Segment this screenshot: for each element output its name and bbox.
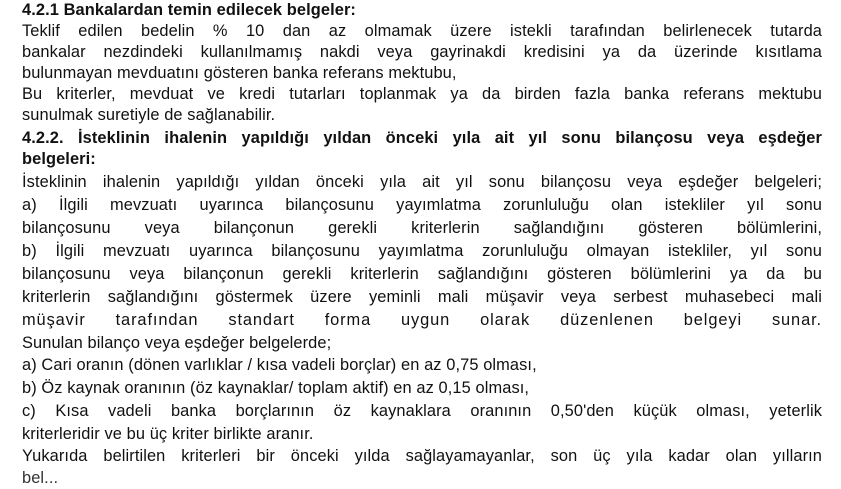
paragraph-line-cut: bel... <box>22 469 59 487</box>
paragraph-line: Yukarıda belirtilen kriterleri bir önceki yılda sağlayamayanlar, son üç yıla kadar olan yılların <box>22 447 822 465</box>
list-item-c: c) Kısa vadeli banka borçlarının öz kaynaklara oranının 0,50'den küçük olması, yeterlik <box>22 402 822 420</box>
section-heading-4-2-2-cont: belgeleri: <box>22 150 96 168</box>
list-item-a: a) Cari oranın (dönen varlıklar / kısa vadeli borçlar) en az 0,75 olması, <box>22 356 537 374</box>
paragraph-line: Sunulan bilanço veya eşdeğer belgelerde; <box>22 334 332 352</box>
paragraph-line: müşavir tarafından standart forma uygun olarak düzenlenen belgeyi sunar. <box>22 311 822 329</box>
paragraph-line: a) İlgili mevzuatı uyarınca bilançosunu yayımlatma zorunluluğu olan istekliler yıl sonu <box>22 196 822 214</box>
paragraph-line: kriterlerin sağlandığını göstermek üzere yeminli mali müşavir veya serbest muhasebeci mali <box>22 288 822 306</box>
paragraph-line: bulunmayan mevduatını gösteren banka referans mektubu, <box>22 64 457 82</box>
paragraph-line: Bu kriterler, mevduat ve kredi tutarları toplanmak ya da birden fazla banka referans mektubu <box>22 85 822 103</box>
section-heading-4-2-1: 4.2.1 Bankalardan temin edilecek belgeler: <box>22 1 356 19</box>
paragraph-line: Teklif edilen bedelin % 10 dan az olmamak üzere istekli tarafından belirlenecek tutarda <box>22 22 822 40</box>
section-heading-4-2-2: 4.2.2. İsteklinin ihalenin yapıldığı yıldan önceki yıla ait yıl sonu bilançosu veya eşdeğer <box>22 129 822 147</box>
paragraph-line: kriterleridir ve bu üç kriter birlikte aranır. <box>22 425 314 443</box>
list-item-b: b) Öz kaynak oranının (öz kaynaklar/ toplam aktif) en az 0,15 olması, <box>22 379 530 397</box>
paragraph-line: b) İlgili mevzuatı uyarınca bilançosunu yayımlatma zorunluluğu olmayan istekliler, yıl sonu <box>22 242 822 260</box>
paragraph-line: bankalar nezdindeki kullanılmamış nakdi veya gayrinakdi kredisini ya da üzerinde kısıtlama <box>22 43 822 61</box>
paragraph-line: bilançosunu veya bilançonun gerekli kriterlerin sağlandığını gösteren bölümlerini ya da bu <box>22 265 822 283</box>
paragraph-line: sunulmak suretiyle de sağlanabilir. <box>22 106 276 124</box>
paragraph-line: bilançosunu veya bilançonun gerekli kriterlerin sağlandığını gösteren bölümlerini, <box>22 219 822 237</box>
paragraph-line: İsteklinin ihalenin yapıldığı yıldan önceki yıla ait yıl sonu bilançosu veya eşdeğer belgeleri; <box>22 173 822 191</box>
